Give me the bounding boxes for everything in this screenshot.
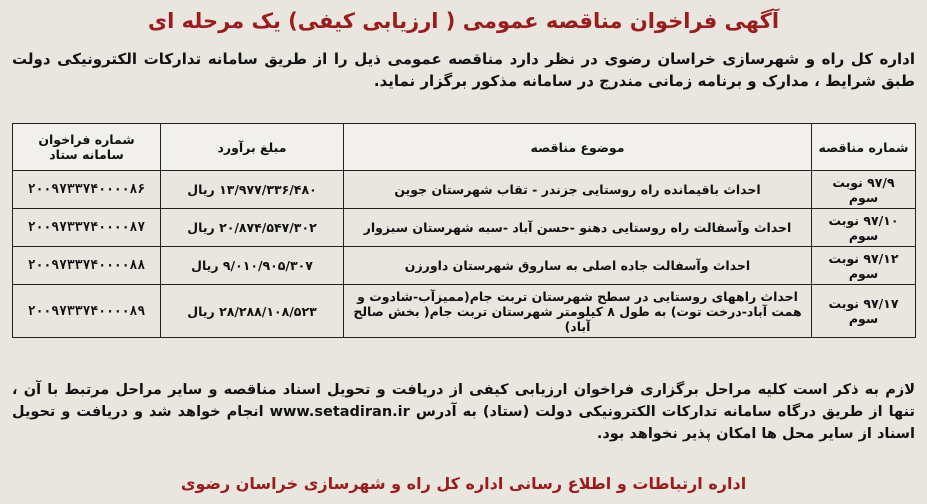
table-header-row xyxy=(13,124,916,171)
subject-cell: احداث وآسفالت جاده اصلی به ساروق شهرستان داورزن xyxy=(344,247,812,285)
closing-text-part1: لازم به ذکر است کلیه مراحل برگزاری فراخوان ارزیابی کیفی از دریافت و تحویل اسناد مناقصه و سایر مراحل مرتبط با آن ، تنها از طریق درگاه سامانه تدارکات الکترونیکی دولت (ستاد) به آدرس xyxy=(12,382,915,420)
estimate-cell: ۱۳/۹۷۷/۳۳۶/۴۸۰ ریال xyxy=(161,171,344,209)
notice-title: آگهی فراخوان مناقصه عمومی ( ارزیابی کیفی) یک مرحله ای xyxy=(147,9,780,33)
setad-website-link[interactable]: www.setadiran.ir xyxy=(269,404,410,420)
header-setad-number: شماره فراخوان سامانه ستاد xyxy=(13,124,161,171)
table-row xyxy=(13,285,916,338)
estimate-cell: ۹/۰۱۰/۹۰۵/۳۰۷ ریال xyxy=(161,247,344,285)
estimate-cell: ۲۰/۸۷۴/۵۴۷/۳۰۲ ریال xyxy=(161,209,344,247)
table-row xyxy=(13,247,916,285)
tender-number-cell: ۹۷/۱۲ نوبت سوم xyxy=(812,247,916,285)
header-subject: موضوع مناقصه xyxy=(344,124,812,171)
tender-table xyxy=(12,123,916,338)
setad-number-cell: ۲۰۰۹۷۳۳۷۴۰۰۰۰۸۷ xyxy=(13,209,161,247)
closing-text-part2: انجام خواهد شد و دریافت و تحویل اسناد از سایر محل ها امکان پذیر نخواهد بود. xyxy=(12,404,915,442)
setad-number-cell: ۲۰۰۹۷۳۳۷۴۰۰۰۰۸۶ xyxy=(13,171,161,209)
tender-number-cell: ۹۷/۹ نوبت سوم xyxy=(812,171,916,209)
setad-number-cell: ۲۰۰۹۷۳۳۷۴۰۰۰۰۸۸ xyxy=(13,247,161,285)
header-tender-number: شماره مناقصه xyxy=(812,124,916,171)
subject-cell: احداث راههای روستایی در سطح شهرستان تربت جام(ممیزآب-شادوت و همت آباد-درخت توت) به طول ۸ کیلومتر شهرستان تربت جام( بخش صالح آباد) xyxy=(344,285,812,338)
tender-number-cell: ۹۷/۱۷ نوبت سوم xyxy=(812,285,916,338)
closing-paragraph xyxy=(12,379,915,445)
intro-paragraph: اداره کل راه و شهرسازی خراسان رضوی در نظر دارد مناقصه عمومی ذیل را از طریق سامانه تدارکات الکترونیکی دولت طبق شرایط ، مدارک و برنامه زمانی مندرج در سامانه مذکور برگزار نماید. xyxy=(12,50,915,90)
setad-number-cell: ۲۰۰۹۷۳۳۷۴۰۰۰۰۸۹ xyxy=(13,285,161,338)
tender-notice xyxy=(8,6,919,498)
tender-number-cell: ۹۷/۱۰ نوبت سوم xyxy=(812,209,916,247)
subject-cell: احداث وآسفالت راه روستایی دهنو -حسن آباد -سبه شهرستان سبزوار xyxy=(344,209,812,247)
table-row xyxy=(13,171,916,209)
estimate-cell: ۲۸/۲۸۸/۱۰۸/۵۲۳ ریال xyxy=(161,285,344,338)
table-row xyxy=(13,209,916,247)
subject-cell: احداث باقیمانده راه روستایی جزندر - تقاب شهرستان جوین xyxy=(344,171,812,209)
issuer-footer: اداره ارتباطات و اطلاع رسانی اداره کل راه و شهرسازی خراسان رضوی xyxy=(180,474,747,493)
header-estimate: مبلغ برآورد xyxy=(161,124,344,171)
